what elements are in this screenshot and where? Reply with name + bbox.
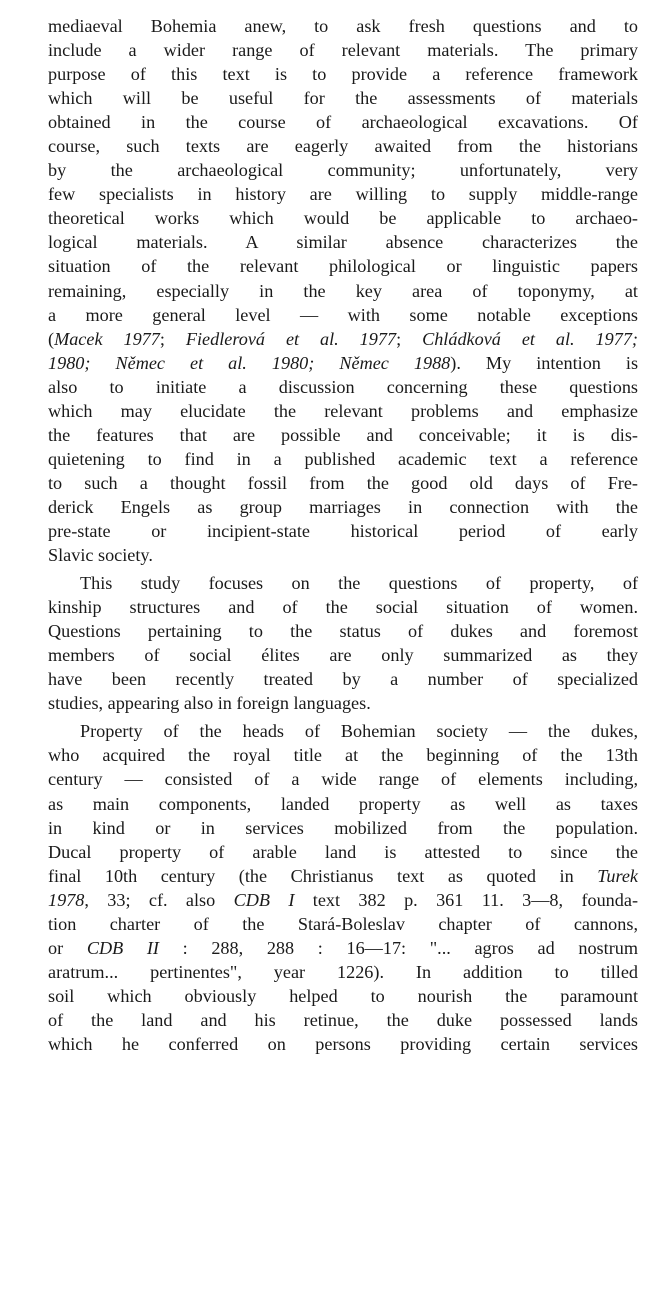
text-line: logical materials. A similar absence characterizes the (48, 232, 638, 253)
text-line: Questions pertaining to the status of dukes and foremost (48, 621, 638, 642)
text-line: which may elucidate the relevant problems and emphasize (48, 400, 638, 421)
text-line: to such a thought fossil from the good old days of Fre- (48, 472, 638, 493)
text-line: include a wider range of relevant materials. The primary (48, 40, 638, 61)
text-line: purpose of this text is to provide a reference framework (48, 64, 638, 85)
text-line: or CDB II : 288, 288 : 16—17: "... agros ad nostrum (48, 937, 638, 958)
text-line: This study focuses on the questions of property, of (80, 573, 638, 594)
text-line: obtained in the course of archaeological excavations. Of (48, 112, 638, 133)
text-line: derick Engels as group marriages in connection with the (48, 496, 638, 517)
text-line: remaining, especially in the key area of toponymy, at (48, 280, 638, 301)
text-line: have been recently treated by a number of specialized (48, 669, 638, 690)
text-line: as main components, landed property as well as taxes (48, 793, 638, 814)
text-line: which he conferred on persons providing certain services (48, 1033, 638, 1054)
text-line: kinship structures and of the social situation of women. (48, 597, 638, 618)
text-line: also to initiate a discussion concerning these questions (48, 376, 638, 397)
text-line: situation of the relevant philological or linguistic papers (48, 256, 638, 277)
text-line: century — consisted of a wide range of elements including, (48, 769, 638, 790)
paragraph (48, 719, 638, 1056)
text-line: final 10th century (the Christianus text as quoted in Turek (48, 865, 638, 886)
text-line: Ducal property of arable land is attested to since the (48, 841, 638, 862)
text-line: which will be useful for the assessments of materials (48, 88, 638, 109)
text-line: by the archaeological community; unfortunately, very (48, 160, 638, 181)
text-line: quietening to find in a published academic text a reference (48, 448, 638, 469)
text-line: of the land and his retinue, the duke possessed lands (48, 1009, 638, 1030)
text-line: 1980; Němec et al. 1980; Němec 1988). My intention is (48, 352, 639, 373)
paragraph (48, 14, 638, 567)
text-line: mediaeval Bohemia anew, to ask fresh questions and to (48, 16, 638, 36)
text-line: theoretical works which would be applicable to archaeo- (48, 208, 638, 229)
text-line: tion charter of the Stará-Boleslav chapter of cannons, (48, 913, 638, 934)
text-line: who acquired the royal title at the beginning of the 13th (48, 745, 638, 766)
text-line: the features that are possible and conceivable; it is dis- (48, 424, 638, 445)
text-line: (Macek 1977; Fiedlerová et al. 1977; Chládková et al. 1977; (48, 328, 638, 349)
text-line: course, such texts are eagerly awaited from the historians (48, 136, 638, 157)
text-line: aratrum... pertinentes", year 1226). In addition to tilled (48, 961, 638, 982)
text-line: few specialists in history are willing to supply middle-range (48, 184, 638, 205)
text-line: soil which obviously helped to nourish the paramount (48, 985, 638, 1006)
text-line: members of social élites are only summarized as they (48, 645, 638, 666)
paragraph (48, 571, 638, 715)
text-line: Slavic society. (48, 545, 153, 566)
text-line: a more general level — with some notable exceptions (48, 304, 638, 325)
text-line: in kind or in services mobilized from the population. (48, 817, 638, 838)
document-page (48, 14, 638, 1056)
text-line: pre-state or incipient-state historical period of early (48, 520, 638, 541)
text-line: 1978, 33; cf. also CDB I text 382 p. 361 11. 3—8, founda- (48, 889, 639, 910)
text-line: Property of the heads of Bohemian society — the dukes, (80, 721, 638, 742)
text-line: studies, appearing also in foreign languages. (48, 693, 371, 714)
